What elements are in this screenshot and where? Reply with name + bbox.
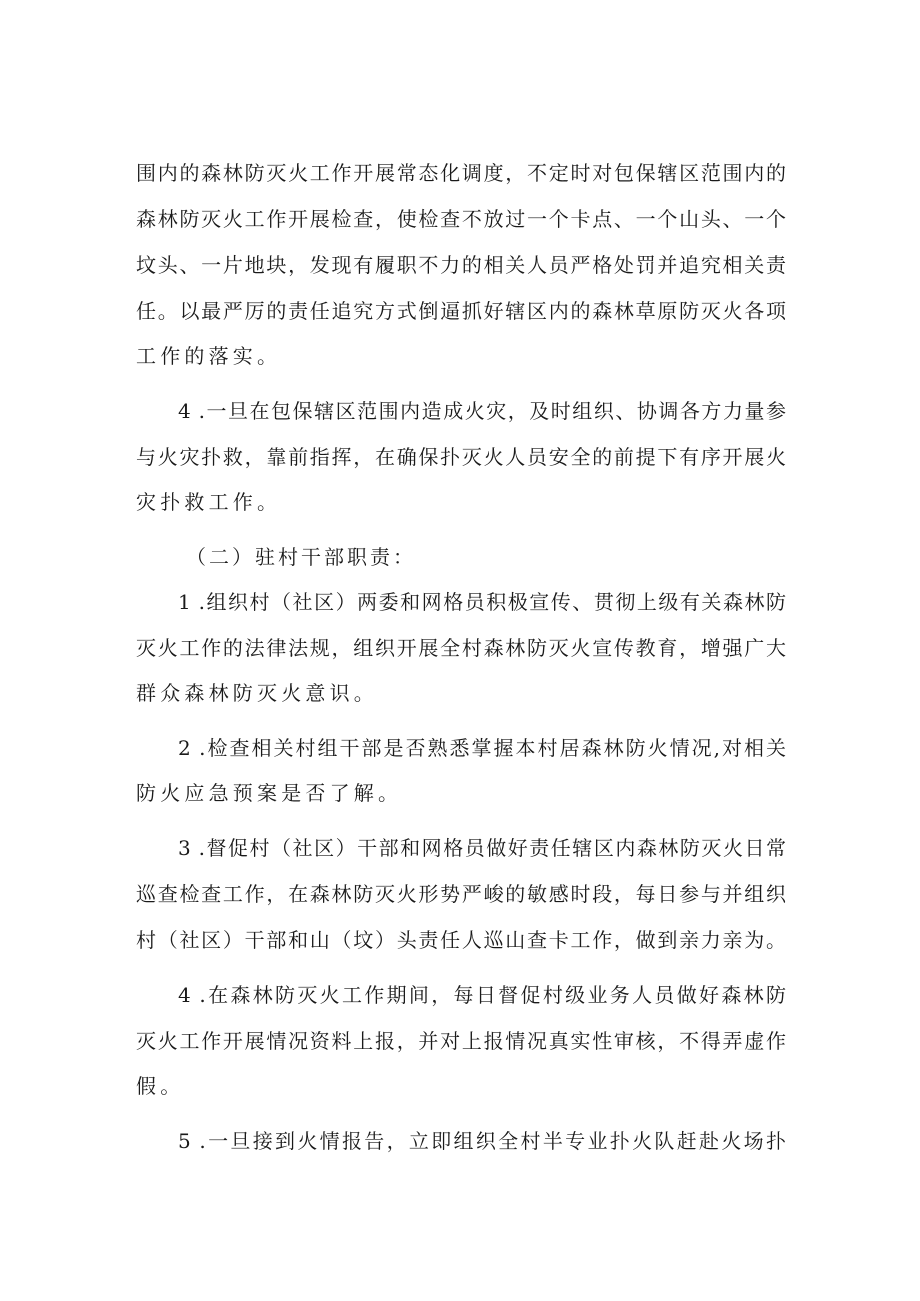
paragraph-line: 任。以最严厉的责任追究方式倒逼抓好辖区内的森林草原防灭火各项 xyxy=(136,299,786,323)
list-item-line: 1 .组织村（社区）两委和网格员积极宣传、贯彻上级有关森林防 xyxy=(178,590,786,614)
paragraph-line: 工作的落实。 xyxy=(136,344,282,368)
list-item-line: 2 .检查相关村组干部是否熟悉掌握本村居森林防火情况,对相关 xyxy=(178,736,786,760)
paragraph-line: 围内的森林防灭火工作开展常态化调度，不定时对包保辖区范围内的 xyxy=(136,161,786,185)
list-item-line: 4 .在森林防灭火工作期间，每日督促村级业务人员做好森林防 xyxy=(178,983,786,1007)
paragraph-line: 防火应急预案是否了解。 xyxy=(136,781,403,805)
paragraph-line: 巡查检查工作，在森林防灭火形势严峻的敏感时段，每日参与并组织 xyxy=(136,882,786,906)
paragraph-line: 群众森林防灭火意识。 xyxy=(136,681,378,705)
list-item-line: 5 .一旦接到火情报告，立即组织全村半专业扑火队赶赴火场扑 xyxy=(178,1129,786,1153)
section-heading: （二）驻村干部职责： xyxy=(186,545,416,569)
paragraph-line: 假。 xyxy=(136,1074,185,1098)
paragraph-line: 村（社区）干部和山（坟）头责任人巡山查卡工作，做到亲力亲为。 xyxy=(136,928,786,952)
paragraph-line: 灭火工作开展情况资料上报，并对上报情况真实性审核，不得弄虚作 xyxy=(136,1029,786,1053)
paragraph-line: 灾扑救工作。 xyxy=(136,490,282,514)
list-item-line: 4 .一旦在包保辖区范围内造成火灾，及时组织、协调各方力量参 xyxy=(178,399,786,423)
list-item-line: 3 .督促村（社区）干部和网格员做好责任辖区内森林防灭火日常 xyxy=(178,836,786,860)
paragraph-line: 与火灾扑救，靠前指挥，在确保扑灭火人员安全的前提下有序开展火 xyxy=(136,445,786,469)
paragraph-line: 森林防灭火工作开展检查，使检查不放过一个卡点、一个山头、一个 xyxy=(136,207,786,231)
paragraph-line: 灭火工作的法律法规，组织开展全村森林防灭火宣传教育，增强广大 xyxy=(136,636,786,660)
paragraph-line: 坟头、一片地块，发现有履职不力的相关人员严格处罚并追究相关责 xyxy=(136,253,786,277)
